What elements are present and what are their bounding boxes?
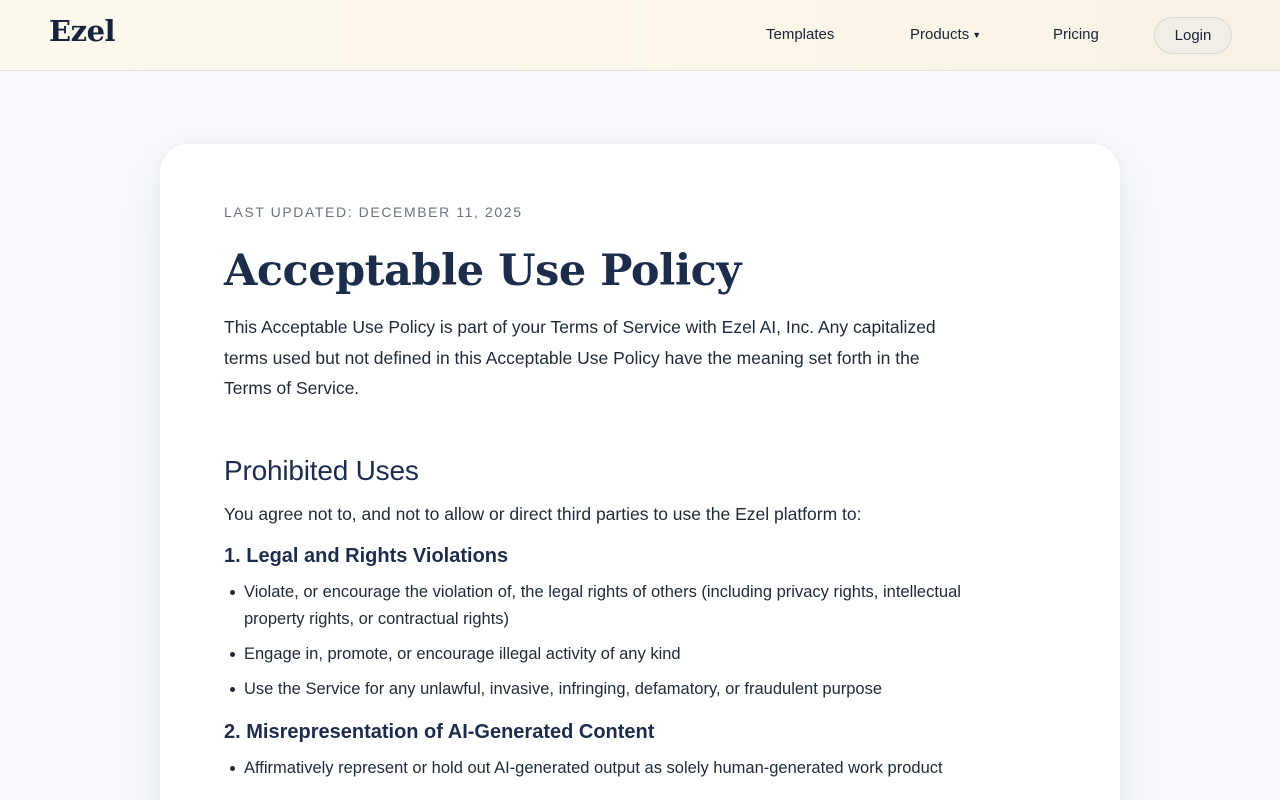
nav-pricing-link[interactable]: Pricing [1053, 26, 1099, 43]
list-item: Use the Service for any unlawful, invasive, infringing, defamatory, or fraudulent purpose [244, 676, 1024, 703]
nav-products-label: Products [910, 26, 970, 43]
subsection-title-legal-rights: 1. Legal and Rights Violations [224, 544, 509, 567]
list-item: Affirmatively represent or hold out AI-generated output as solely human-generated work product [244, 755, 1024, 782]
subsection-title-ai-misrepresentation: 2. Misrepresentation of AI-Generated Content [224, 720, 655, 743]
section-intro-paragraph: You agree not to, and not to allow or direct third parties to use the Ezel platform to: [224, 503, 862, 524]
login-button[interactable]: Login [1154, 17, 1232, 54]
caret-down-icon: ▼ [972, 30, 982, 40]
top-navbar [0, 0, 1280, 71]
ai-misrepresentation-list [224, 755, 1024, 782]
last-updated-label: LAST UPDATED: DECEMBER 11, 2025 [224, 204, 523, 220]
list-item: Engage in, promote, or encourage illegal activity of any kind [244, 641, 1024, 668]
list-item: Violate, or encourage the violation of, the legal rights of others (including privacy rights, intellectual property rights, or contractual rights) [244, 579, 1024, 633]
intro-paragraph: This Acceptable Use Policy is part of your Terms of Service with Ezel AI, Inc. Any capitalized terms used but not defined in this Acceptable Use Policy have the meaning set forth in the Terms of Service. [224, 317, 936, 398]
policy-card [160, 144, 1120, 800]
nav-templates-link[interactable]: Templates [766, 26, 835, 43]
ezel-logo[interactable]: Ezel [49, 14, 116, 48]
nav-products-dropdown[interactable] [910, 25, 981, 46]
legal-rights-list [224, 579, 1024, 703]
page-title: Acceptable Use Policy [224, 246, 741, 296]
section-title-prohibited-uses: Prohibited Uses [224, 454, 419, 486]
policy-content [224, 202, 1024, 790]
